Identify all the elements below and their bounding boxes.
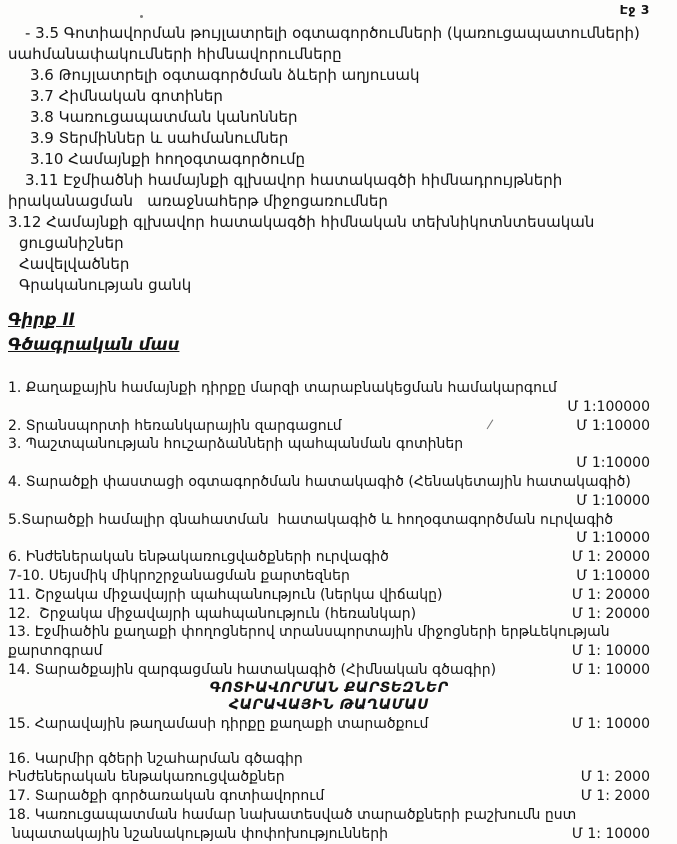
drawing-scale	[642, 806, 650, 825]
drawing-scale	[642, 379, 650, 398]
drawing-scale: Մ 1: 10000	[571, 661, 650, 678]
drawing-label	[8, 529, 568, 548]
book-title: Գիրք II	[8, 310, 75, 329]
drawing-label: 1. Քաղաքային համայնքի դիրքը մարզի տարաբնակեցման համակարգում	[8, 380, 557, 396]
drawing-label: 13. Էջմիածին քաղաքի փողոցներով տրանսպորտային միջոցների երթևեկության	[8, 624, 610, 641]
section-title: Գծագրական մաս	[8, 335, 180, 354]
drawing-label: 16. Կարմիր գծերի նշահարման գծագիր	[8, 750, 303, 767]
toc-line: իրականացման առաջնահերթ միջոցառումներ	[8, 192, 388, 210]
drawing-scale	[642, 473, 650, 492]
scan-artifact-dot	[140, 15, 143, 18]
drawing-scale: Մ 1: 2000	[580, 769, 650, 786]
drawing-item-row	[8, 454, 650, 473]
drawing-item-row	[8, 750, 650, 769]
drawing-label: 12. Շրջակա միջավայրի պահպանություն (հեռանկար)	[8, 605, 417, 622]
drawing-item-row	[8, 567, 650, 586]
book-heading	[8, 307, 650, 357]
section-gap	[8, 734, 650, 750]
drawing-scale	[642, 623, 650, 642]
drawing-scale: Մ 1: 20000	[571, 549, 650, 566]
drawing-label: քարտոգրամ	[8, 643, 103, 660]
drawing-scale: Մ 1: 20000	[571, 605, 650, 622]
drawing-item-row	[8, 435, 650, 454]
drawing-label: 2. Տրանսպորտի հեռանկարային զարգացում	[8, 417, 342, 434]
southern-district-heading: ՀԱՐԱՎԱՅԻՆ ԹԱՂԱՄԱՍ	[228, 697, 430, 714]
drawing-item-row	[8, 661, 650, 680]
drawing-item-row	[8, 642, 650, 661]
drawing-scale: Մ 1:10000	[576, 417, 650, 434]
toc-line: 3.8 Կառուցապատման կանոններ	[30, 108, 298, 126]
drawing-item-row	[8, 492, 650, 511]
drawing-label: 14. Տարածքային զարգացման հատակագիծ (Հիմնական գծագիր)	[8, 661, 497, 678]
drawing-item-row	[8, 806, 650, 825]
drawing-scale: Մ 1:100000	[567, 398, 650, 415]
drawing-scale: Մ 1: 10000	[571, 715, 650, 732]
drawing-item-row	[8, 379, 650, 398]
drawing-label: 3. Պաշտպանության հուշարձանների պահպանման գոտիներ	[8, 436, 464, 453]
drawing-scale: Մ 1:10000	[576, 455, 650, 472]
drawing-item-row	[8, 529, 650, 548]
drawing-item-row	[8, 605, 650, 624]
toc-line: 3.9 Տերմիններ և սահմանումներ	[30, 129, 289, 147]
drawing-item-row	[8, 768, 650, 787]
drawing-label: նպատակային նշանակության փոփոխությունների	[12, 825, 388, 842]
drawing-label: 5.Տարածքի համալիր գնահատման հատակագիծ և հողօգտագործման ուրվագիծ	[8, 511, 614, 528]
drawing-label: 15. Հարավային թաղամասի դիրքը քաղաքի տարածքում	[8, 715, 429, 732]
drawing-label: 4. Տարածքի փաստացի օգտագործման հատակագիծ (Հենակետային հատակագիծ)	[8, 473, 631, 490]
drawing-scale: Մ 1:10000	[576, 492, 650, 509]
zoning-maps-heading: ԳՈՏԻԱՎՈՐՄԱՆ ՔԱՐՏԵԶՆԵՐ	[209, 679, 449, 696]
drawing-item-row	[8, 825, 650, 844]
toc-line: 3.11 Էջմիածնի համայնքի գլխավոր հատակագծի հիմնադրույթների	[25, 171, 563, 189]
drawing-item-row	[8, 548, 650, 567]
drawing-scale	[642, 435, 650, 454]
drawing-item-row	[8, 787, 650, 806]
drawing-item-row	[8, 586, 650, 605]
drawing-label: 18. Կառուցապատման համար նախատեսված տարածքների բաշխումն ըստ	[8, 806, 577, 823]
drawing-label: 17. Տարածքի գործառական գոտիավորում	[8, 788, 325, 805]
drawing-scale: Մ 1: 20000	[571, 586, 650, 603]
toc-line: - 3.5 Գոտիավորման թույլատրելի օգտագործումների (կառուցապատումների)	[25, 24, 640, 42]
toc-line: 3.6 Թույլատրելի օգտագործման ձևերի աղյուսակ	[30, 66, 420, 84]
toc-line: Հավելվածներ	[19, 255, 130, 273]
toc-line: 3.10 Համայնքի հողօգտագործումը	[30, 150, 306, 168]
drawing-label	[8, 454, 568, 473]
drawing-label: 7-10. Սեյսմիկ միկրոշրջանացման քարտեզներ	[8, 567, 350, 584]
drawing-item-row	[8, 417, 650, 436]
drawing-label: Ինժեներական ենթակառուցվածքներ	[8, 769, 285, 786]
drawing-scale: Մ 1:10000	[576, 530, 650, 547]
toc-line: ցուցանիշներ	[19, 234, 124, 252]
drawing-label	[8, 492, 568, 511]
drawing-item-row	[8, 715, 650, 734]
drawing-scale: Մ 1: 2000	[580, 788, 650, 805]
drawings-list	[8, 379, 650, 844]
drawing-label: 6. Ինժեներական ենթակառուցվածքների ուրվագիծ	[8, 549, 389, 566]
drawing-item-row	[8, 473, 650, 492]
page-number: Էջ 3	[619, 2, 650, 17]
toc-line: Գրականության ցանկ	[19, 276, 192, 294]
drawing-scale	[642, 750, 650, 769]
drawing-scale: Մ 1:10000	[576, 567, 650, 584]
toc-line: 3.12 Համայնքի գլխավոր հատակագծի հիմնական տեխնիկոտնտեսական	[8, 213, 595, 231]
table-of-contents	[8, 23, 650, 296]
drawing-scale	[642, 511, 650, 530]
drawing-scale: Մ 1: 10000	[571, 643, 650, 660]
toc-line: սահմանափակումների հիմնավորումները	[8, 45, 342, 63]
drawing-label: 11. Շրջակա միջավայրի պահպանություն (ներկա վիճակը)	[8, 586, 443, 603]
drawing-item-row	[8, 623, 650, 642]
toc-line: 3.7 Հիմնական գոտիներ	[30, 87, 223, 105]
drawing-scale: Մ 1: 10000	[571, 825, 650, 842]
drawing-item-row	[8, 511, 650, 530]
drawing-item-row	[8, 398, 650, 417]
drawing-label	[8, 398, 559, 417]
